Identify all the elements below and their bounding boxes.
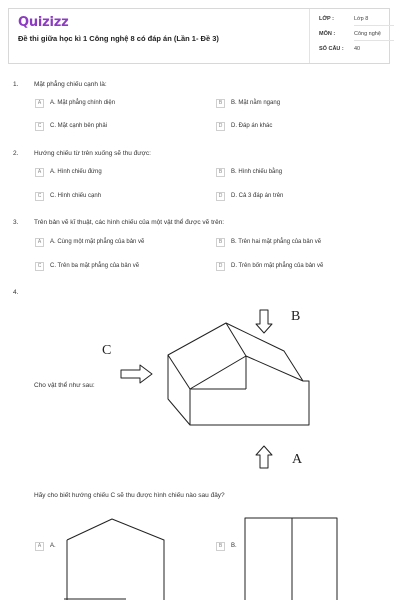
answer-a-shape <box>67 519 164 600</box>
header-divider <box>309 9 310 63</box>
option-text: C. Mặt cạnh bên phải <box>50 123 108 129</box>
option-text: D. Cả 3 đáp án trên <box>231 193 284 199</box>
question-number: 3. <box>13 219 19 226</box>
option-letter-box: A <box>35 99 44 108</box>
option-letter-box: C <box>35 122 44 131</box>
question-number: 2. <box>13 150 19 157</box>
direction-label-c: C <box>102 343 112 358</box>
option-text: C. Hình chiếu cạnh <box>50 193 102 199</box>
answer-b-shape <box>245 518 337 600</box>
direction-label-b: B <box>291 309 301 324</box>
document-title: Đề thi giữa học kì 1 Công nghệ 8 có đáp án (Lần 1- Đề 3) <box>18 34 219 43</box>
option-letter-box: D <box>216 122 225 131</box>
question-number: 4. <box>13 289 19 296</box>
question-text: Hướng chiếu từ trên xuống sẽ thu được: <box>34 150 151 157</box>
option-text: A. Hình chiếu đứng <box>50 169 102 175</box>
option-text: B. <box>231 543 237 549</box>
option-text: B. Trên hai mặt phẳng của bản vẽ <box>231 239 322 245</box>
meta-count-label: SỐ CÂU : <box>319 46 344 52</box>
meta-subject-label: MÔN : <box>319 31 336 37</box>
quizizz-logo: Quizizz <box>18 15 69 30</box>
meta-underline <box>354 25 394 26</box>
option-text: B. Mặt nằm ngang <box>231 100 281 106</box>
option-text: A. Mặt phẳng chính diện <box>50 100 116 106</box>
meta-subject-value: Công nghệ <box>354 31 381 37</box>
figure-caption: Cho vật thể như sau: <box>34 382 95 389</box>
meta-count-value: 40 <box>354 46 361 52</box>
arrow-b-icon <box>256 310 272 333</box>
option-letter-box: C <box>35 192 44 201</box>
question-text: Hãy cho biết hướng chiếu C sẽ thu được hình chiếu nào sau đây? <box>34 492 225 499</box>
option-letter-box: A <box>35 168 44 177</box>
option-text: C. Trên ba mặt phẳng của bản vẽ <box>50 263 140 269</box>
option-letter-box: D <box>216 262 225 271</box>
option-text: D. Trên bốn mặt phẳng của bản vẽ <box>231 263 324 269</box>
document-header <box>8 8 390 64</box>
option-text: A. <box>50 543 56 549</box>
option-text: A. Cùng một mặt phẳng của bản vẽ <box>50 239 145 245</box>
object-roof-right <box>226 323 303 381</box>
option-letter-box: B <box>216 168 225 177</box>
question-text: Mặt phẳng chiếu cạnh là: <box>34 81 107 88</box>
arrow-a-icon <box>256 446 272 468</box>
meta-grade-label: LỚP : <box>319 16 334 22</box>
option-letter-box: B <box>216 542 225 551</box>
option-letter-box: C <box>35 262 44 271</box>
arrow-c-icon <box>121 365 152 383</box>
option-letter-box: A <box>35 238 44 247</box>
meta-grade-value: Lớp 8 <box>354 16 369 22</box>
direction-label-a: A <box>292 452 303 467</box>
option-letter-box: B <box>216 99 225 108</box>
object-outline <box>168 323 246 389</box>
question-number: 1. <box>13 81 19 88</box>
option-text: B. Hình chiếu bằng <box>231 169 283 175</box>
option-letter-box: A <box>35 542 44 551</box>
object-body <box>168 355 309 425</box>
meta-underline <box>354 40 394 41</box>
question-text: Trên bản vẽ kĩ thuật, các hình chiếu của một vật thể được vẽ trên: <box>34 219 225 226</box>
option-text: D. Đáp án khác <box>231 123 273 129</box>
option-letter-box: B <box>216 238 225 247</box>
option-letter-box: D <box>216 192 225 201</box>
